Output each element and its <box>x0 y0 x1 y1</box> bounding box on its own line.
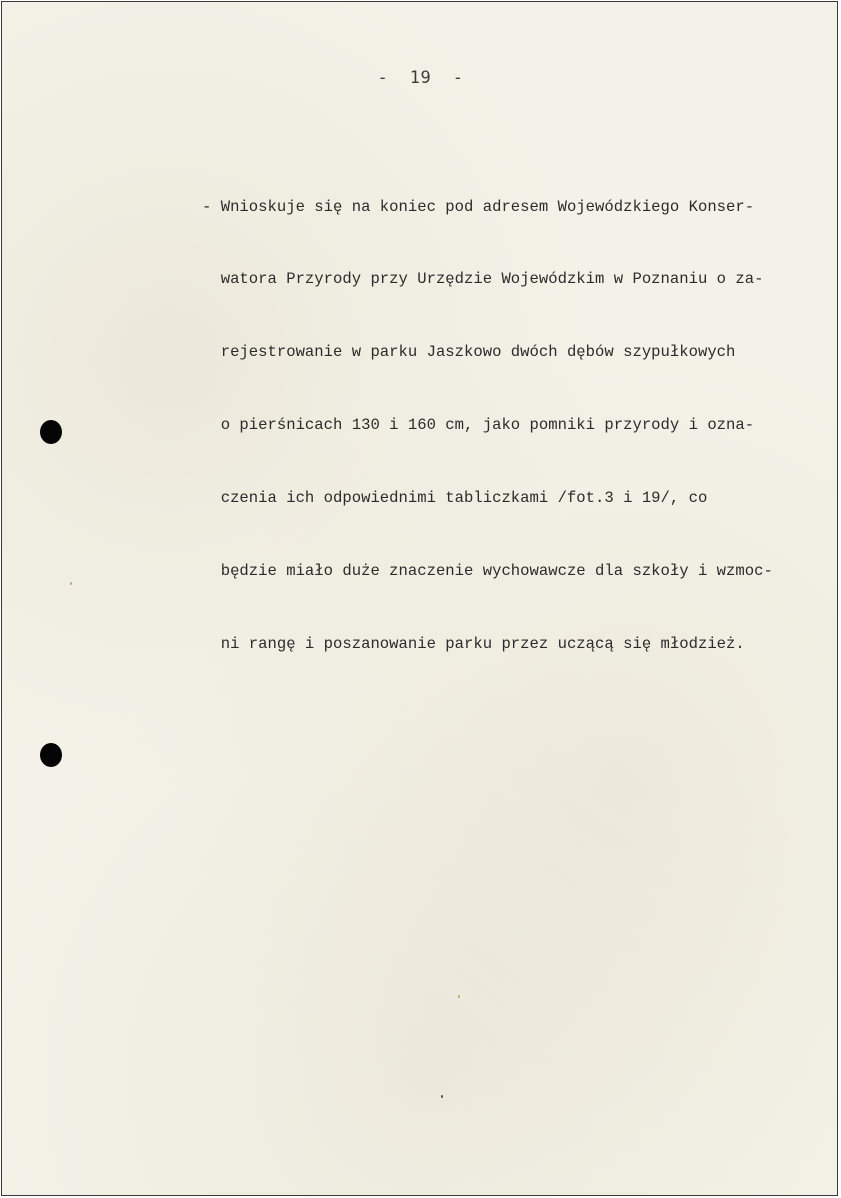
paragraph-line: watora Przyrody przy Urzędzie Wojewódzkim w Poznaniu o za- <box>202 270 764 289</box>
page-number: - 19 - <box>377 68 464 88</box>
document-page <box>1 1 838 1196</box>
paper-speck <box>458 995 460 998</box>
paragraph-line: rejestrowanie w parku Jaszkowo dwóch dębów szypułkowych <box>202 343 736 362</box>
punch-hole <box>40 743 62 767</box>
ink-speck <box>441 1095 443 1098</box>
punch-hole <box>40 420 62 444</box>
paper-speck <box>70 582 72 585</box>
paragraph-line: czenia ich odpowiednimi tabliczkami /fot.3 i 19/, co <box>202 489 708 508</box>
paragraph-line: będzie miało duże znaczenie wychowawcze dla szkoły i wzmoc- <box>202 562 773 581</box>
paragraph-line: ni rangę i poszanowanie parku przez uczącą się młodzież. <box>202 634 745 653</box>
paragraph <box>202 146 773 705</box>
paragraph-line: o pierśnicach 130 i 160 cm, jako pomniki przyrody i ozna- <box>202 416 755 435</box>
paragraph-line: - Wnioskuje się na koniec pod adresem Wojewódzkiego Konser- <box>202 197 755 216</box>
